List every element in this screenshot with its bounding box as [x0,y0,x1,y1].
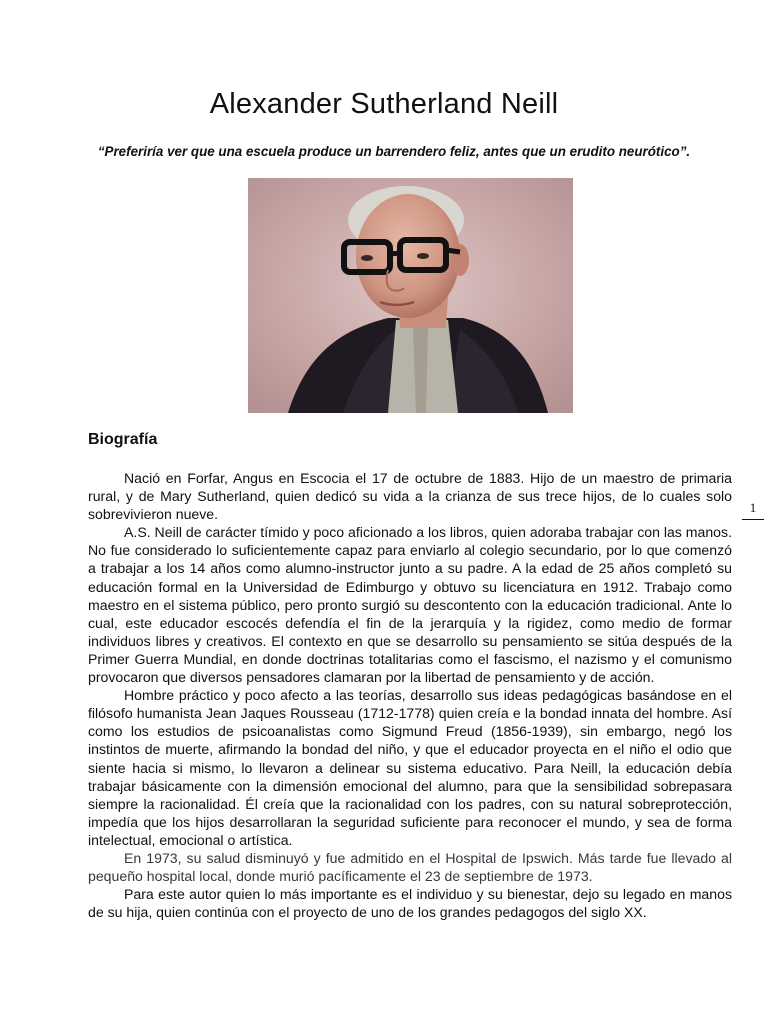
paragraph: A.S. Neill de carácter tímido y poco aficionado a los libros, quien adoraba trabajar con las manos. No fue considerado lo suficientemente capaz para enviarlo al colegio secundario, por lo que comenzó a trabajar a los 14 años como alumno-instructor junto a su padre. A la edad de 25 años completó su educación formal en la Universidad de Edimburgo y obtuvo su licenciatura en 1912. Trabajo como maestro en el sistema público, pero pronto surgió su descontento con la educación tradicional. Ante lo cual, este educador escocés defendía el fin de la jerarquía y la rigidez, como medio de formar individuos libres y creativos. El contexto en que se desarrollo su pensamiento se sitúa después de la Primer Guerra Mundial, en donde doctrinas totalitarias como el fascismo, el nazismo y el comunismo provocaron que diversos pensadores clamaran por la libertad de pensamiento y de acción. [88,524,732,686]
paragraph: Para este autor quien lo más importante es el individuo y su bienestar, dejo su legado en manos de su hija, quien continúa con el proyecto de uno de los grandes pedagogos del siglo XX. [88,886,732,921]
biography-body [88,469,732,921]
section-heading-biografia: Biografía [88,431,158,448]
paragraph: Nació en Forfar, Angus en Escocia el 17 de octubre de 1883. Hijo de un maestro de primaria rural, y de Mary Sutherland, quien dedicó su vida a la crianza de sus trece hijos, de lo cuales solo sobrevivieron nueve. [88,470,732,523]
page-title: Alexander Sutherland Neill [209,88,559,120]
epigraph-quote: “Preferiría ver que una escuela produce un barrendero feliz, antes que un erudito neurótico”. [97,144,691,159]
paragraph: Hombre práctico y poco afecto a las teorías, desarrollo sus ideas pedagógicas basándose en el filósofo humanista Jean Jaques Rousseau (1712-1778) quien creía e la bondad innata del hombre. Así como los estudios de psicoanalistas como Sigmund Freud (1856-1939), sin embargo, negó los instintos de muerte, afirmando la bondad del niño, y que el educador proyecta en el niño el odio que siente hacia si mismo, lo llevaron a delinear su sistema educativo. Para Neill, la educación debía trabajar básicamente con la dimensión emocional del alumno, para que la sensibilidad sobrepasara siempre la racionalidad. Él creía que la racionalidad con los padres, con su natural sobreprotección, impedía que los hijos desarrollaran la seguridad suficiente para reconocer el mundo, y sea de forma intelectual, emocional o artística. [88,687,732,848]
portrait-photo [248,178,573,413]
paragraph: En 1973, su salud disminuyó y fue admitido en el Hospital de Ipswich. Más tarde fue llevado al pequeño hospital local, donde murió pacíficamente el 23 de septiembre de 1973. [88,849,732,885]
page-number: 1 [742,500,764,520]
